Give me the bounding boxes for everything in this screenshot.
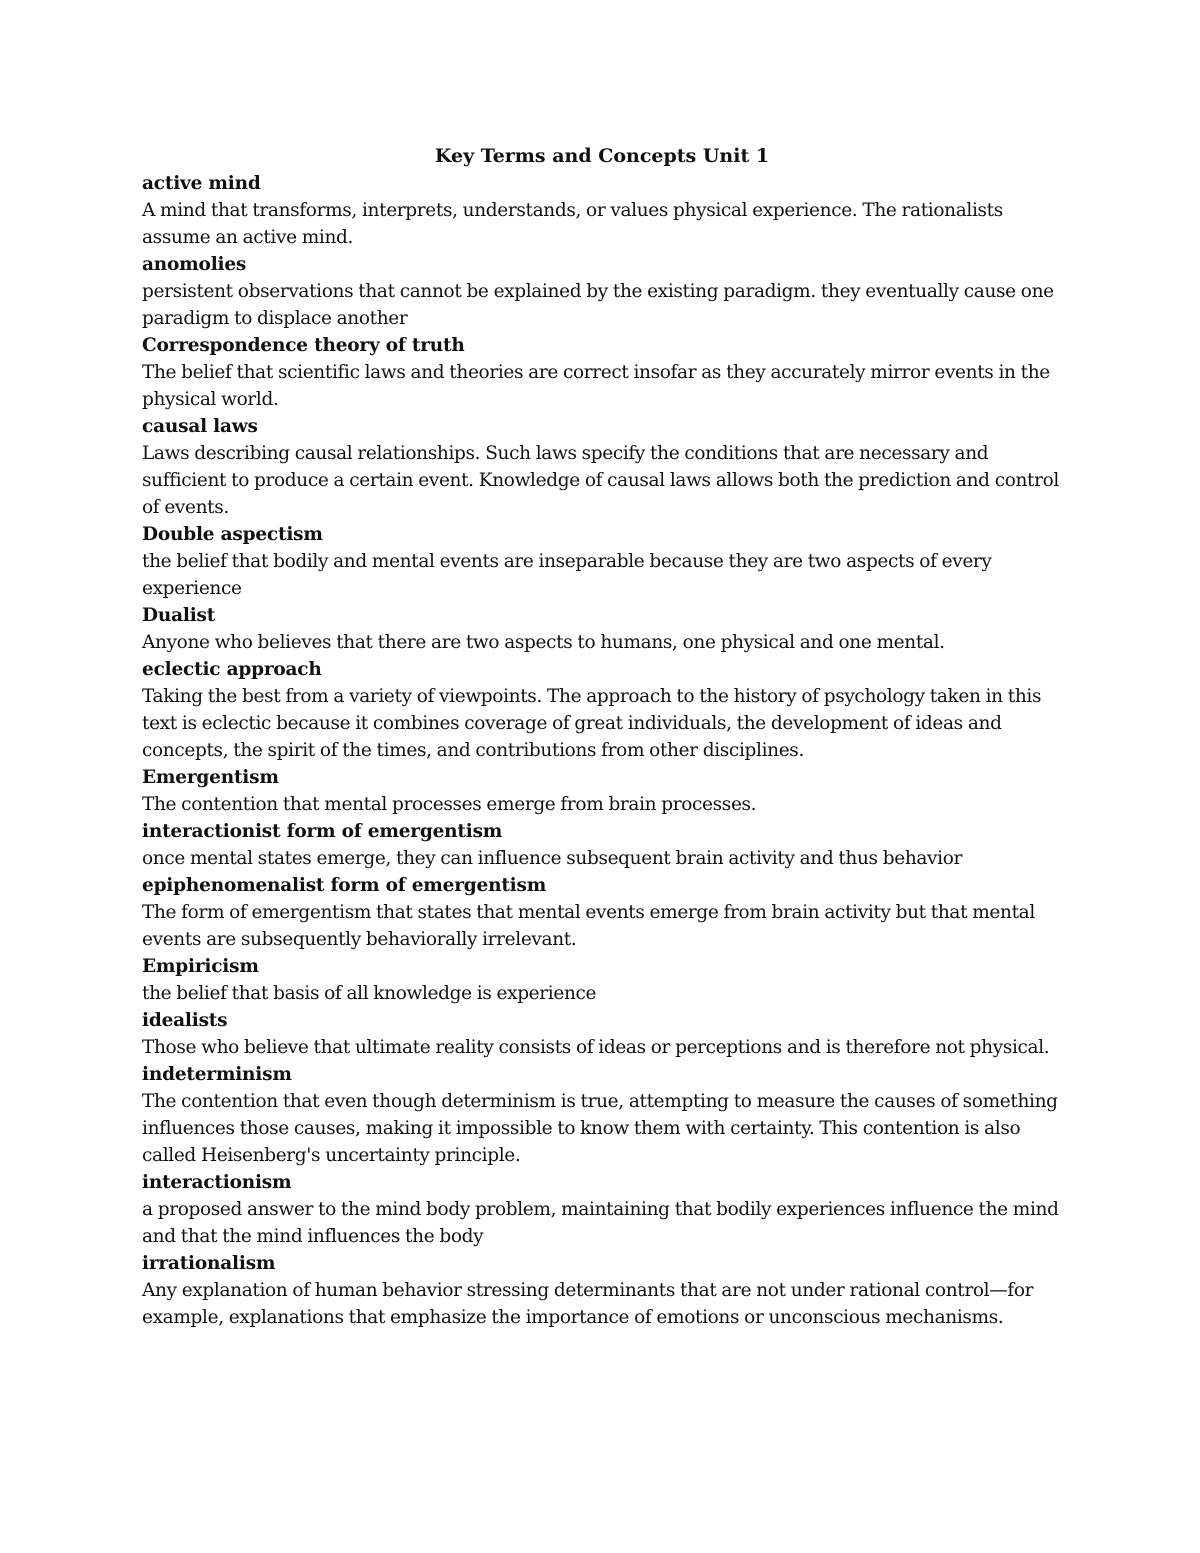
glossary-entry-correspondence-theory	[142, 332, 1062, 413]
term-definition: Taking the best from a variety of viewpoints. The approach to the history of psychology taken in this text is eclectic because it combines coverage of great individuals, the development of ideas and concepts, the spirit of the times, and contributions from other disciplines.	[142, 686, 1042, 761]
term-heading: idealists	[142, 1010, 228, 1031]
term-definition: a proposed answer to the mind body problem, maintaining that bodily experiences influence the mind and that the mind influences the body	[142, 1199, 1059, 1247]
term-definition: the belief that bodily and mental events are inseparable because they are two aspects of every experience	[142, 551, 992, 599]
term-definition: Laws describing causal relationships. Such laws specify the conditions that are necessary and sufficient to produce a certain event. Knowledge of causal laws allows both the prediction and control of events.	[142, 443, 1059, 518]
term-heading: eclectic approach	[142, 659, 322, 680]
term-heading: interactionism	[142, 1172, 292, 1193]
glossary-entry-emergentism	[142, 764, 1062, 818]
term-heading: Empiricism	[142, 956, 259, 977]
term-heading: causal laws	[142, 416, 258, 437]
page-title: Key Terms and Concepts Unit 1	[434, 145, 770, 167]
glossary-entry-causal-laws	[142, 413, 1062, 521]
term-heading: indeterminism	[142, 1064, 292, 1085]
glossary-entry-interactionist-emergentism	[142, 818, 1062, 872]
term-heading: Correspondence theory of truth	[142, 335, 465, 356]
glossary-entry-irrationalism	[142, 1250, 1062, 1331]
document-page	[142, 143, 1062, 1331]
term-definition: A mind that transforms, interprets, understands, or values physical experience. The rationalists assume an active mind.	[142, 200, 1003, 248]
term-definition: Any explanation of human behavior stressing determinants that are not under rational control—for example, explanations that emphasize the importance of emotions or unconscious mechanisms.	[142, 1280, 1034, 1328]
glossary-entry-empiricism	[142, 953, 1062, 1007]
term-definition: The contention that mental processes emerge from brain processes.	[142, 794, 757, 815]
term-definition: persistent observations that cannot be explained by the existing paradigm. they eventually cause one paradigm to displace another	[142, 281, 1054, 329]
glossary-entry-anomolies	[142, 251, 1062, 332]
glossary-entry-indeterminism	[142, 1061, 1062, 1169]
term-definition: The form of emergentism that states that mental events emerge from brain activity but that mental events are subsequently behaviorally irrelevant.	[142, 902, 1035, 950]
glossary-entry-dualist	[142, 602, 1062, 656]
term-definition: Anyone who believes that there are two aspects to humans, one physical and one mental.	[142, 632, 945, 653]
term-definition: Those who believe that ultimate reality consists of ideas or perceptions and is therefore not physical.	[142, 1037, 1050, 1058]
term-heading: Dualist	[142, 605, 216, 626]
term-heading: irrationalism	[142, 1253, 276, 1274]
term-heading: interactionist form of emergentism	[142, 821, 503, 842]
term-definition: The contention that even though determinism is true, attempting to measure the causes of something influences those causes, making it impossible to know them with certainty. This contention is also called Heisenberg's uncertainty principle.	[142, 1091, 1058, 1166]
term-definition: once mental states emerge, they can influence subsequent brain activity and thus behavior	[142, 848, 963, 869]
glossary-entry-eclectic-approach	[142, 656, 1062, 764]
glossary-entry-double-aspectism	[142, 521, 1062, 602]
term-heading: anomolies	[142, 254, 247, 275]
term-heading: active mind	[142, 173, 261, 194]
glossary-entry-epiphenomenalist-emergentism	[142, 872, 1062, 953]
term-heading: Emergentism	[142, 767, 279, 788]
term-heading: epiphenomenalist form of emergentism	[142, 875, 547, 896]
term-definition: the belief that basis of all knowledge is experience	[142, 983, 597, 1004]
glossary-entry-active-mind	[142, 170, 1062, 251]
glossary-entry-idealists	[142, 1007, 1062, 1061]
term-definition: The belief that scientific laws and theories are correct insofar as they accurately mirror events in the physical world.	[142, 362, 1050, 410]
term-heading: Double aspectism	[142, 524, 323, 545]
glossary-entry-interactionism	[142, 1169, 1062, 1250]
